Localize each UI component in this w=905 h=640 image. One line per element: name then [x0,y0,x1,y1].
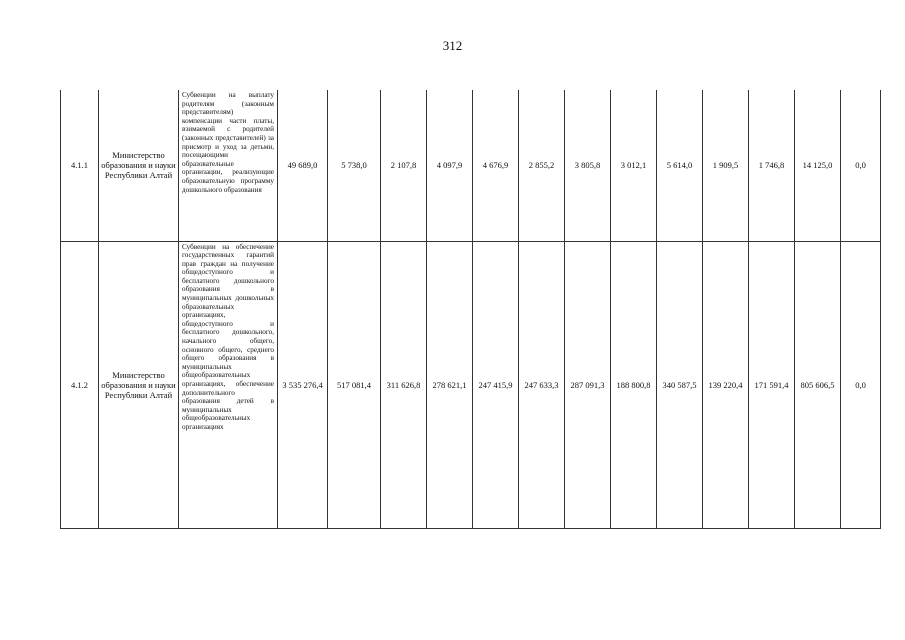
table-row [61,90,881,241]
value-cell: 3 535 276,4 [278,241,328,528]
budget-table [60,90,881,529]
row-description: Субвенции на выплату родителям (законным представителям) компенсации части платы, взимаемой с родителей (законных представителей) за присмотр и уход за детьми, посещающими образовательные организации, реализующие образовательную программу дошкольного образования [179,90,278,241]
value-cell: 0,0 [841,90,881,241]
value-cell: 278 621,1 [427,241,473,528]
value-cell: 0,0 [841,241,881,528]
table-row [61,241,881,528]
value-cell: 2 855,2 [519,90,565,241]
value-cell: 247 415,9 [473,241,519,528]
value-cell: 1 746,8 [749,90,795,241]
value-cell: 517 081,4 [328,241,381,528]
value-cell: 2 107,8 [381,90,427,241]
value-cell: 171 591,4 [749,241,795,528]
value-cell: 4 676,9 [473,90,519,241]
row-organization: Министерство образования и науки Республики Алтай [99,90,179,241]
value-cell: 5 614,0 [657,90,703,241]
row-description: Субвенции на обеспечение государственных гарантий прав граждан на получение общедоступного и бесплатного дошкольного образования в муниципальных дошкольных образовательных организациях, общедоступного и бесплатного дошкольного, начального общего, основного общего, среднего общего образования в муниципальных общеобразовательных организациях, обеспечение дополнительного образования детей в муниципальных общеобразовательных организациях [179,241,278,528]
value-cell: 14 125,0 [795,90,841,241]
value-cell: 247 633,3 [519,241,565,528]
value-cell: 3 805,8 [565,90,611,241]
page-number: 312 [442,38,463,53]
row-organization: Министерство образования и науки Республики Алтай [99,241,179,528]
value-cell: 4 097,9 [427,90,473,241]
value-cell: 139 220,4 [703,241,749,528]
value-cell: 311 626,8 [381,241,427,528]
value-cell: 1 909,5 [703,90,749,241]
row-code: 4.1.1 [61,90,99,241]
value-cell: 188 800,8 [611,241,657,528]
value-cell: 5 738,0 [328,90,381,241]
row-code: 4.1.2 [61,241,99,528]
value-cell: 805 606,5 [795,241,841,528]
value-cell: 3 012,1 [611,90,657,241]
value-cell: 287 091,3 [565,241,611,528]
value-cell: 49 689,0 [278,90,328,241]
value-cell: 340 587,5 [657,241,703,528]
